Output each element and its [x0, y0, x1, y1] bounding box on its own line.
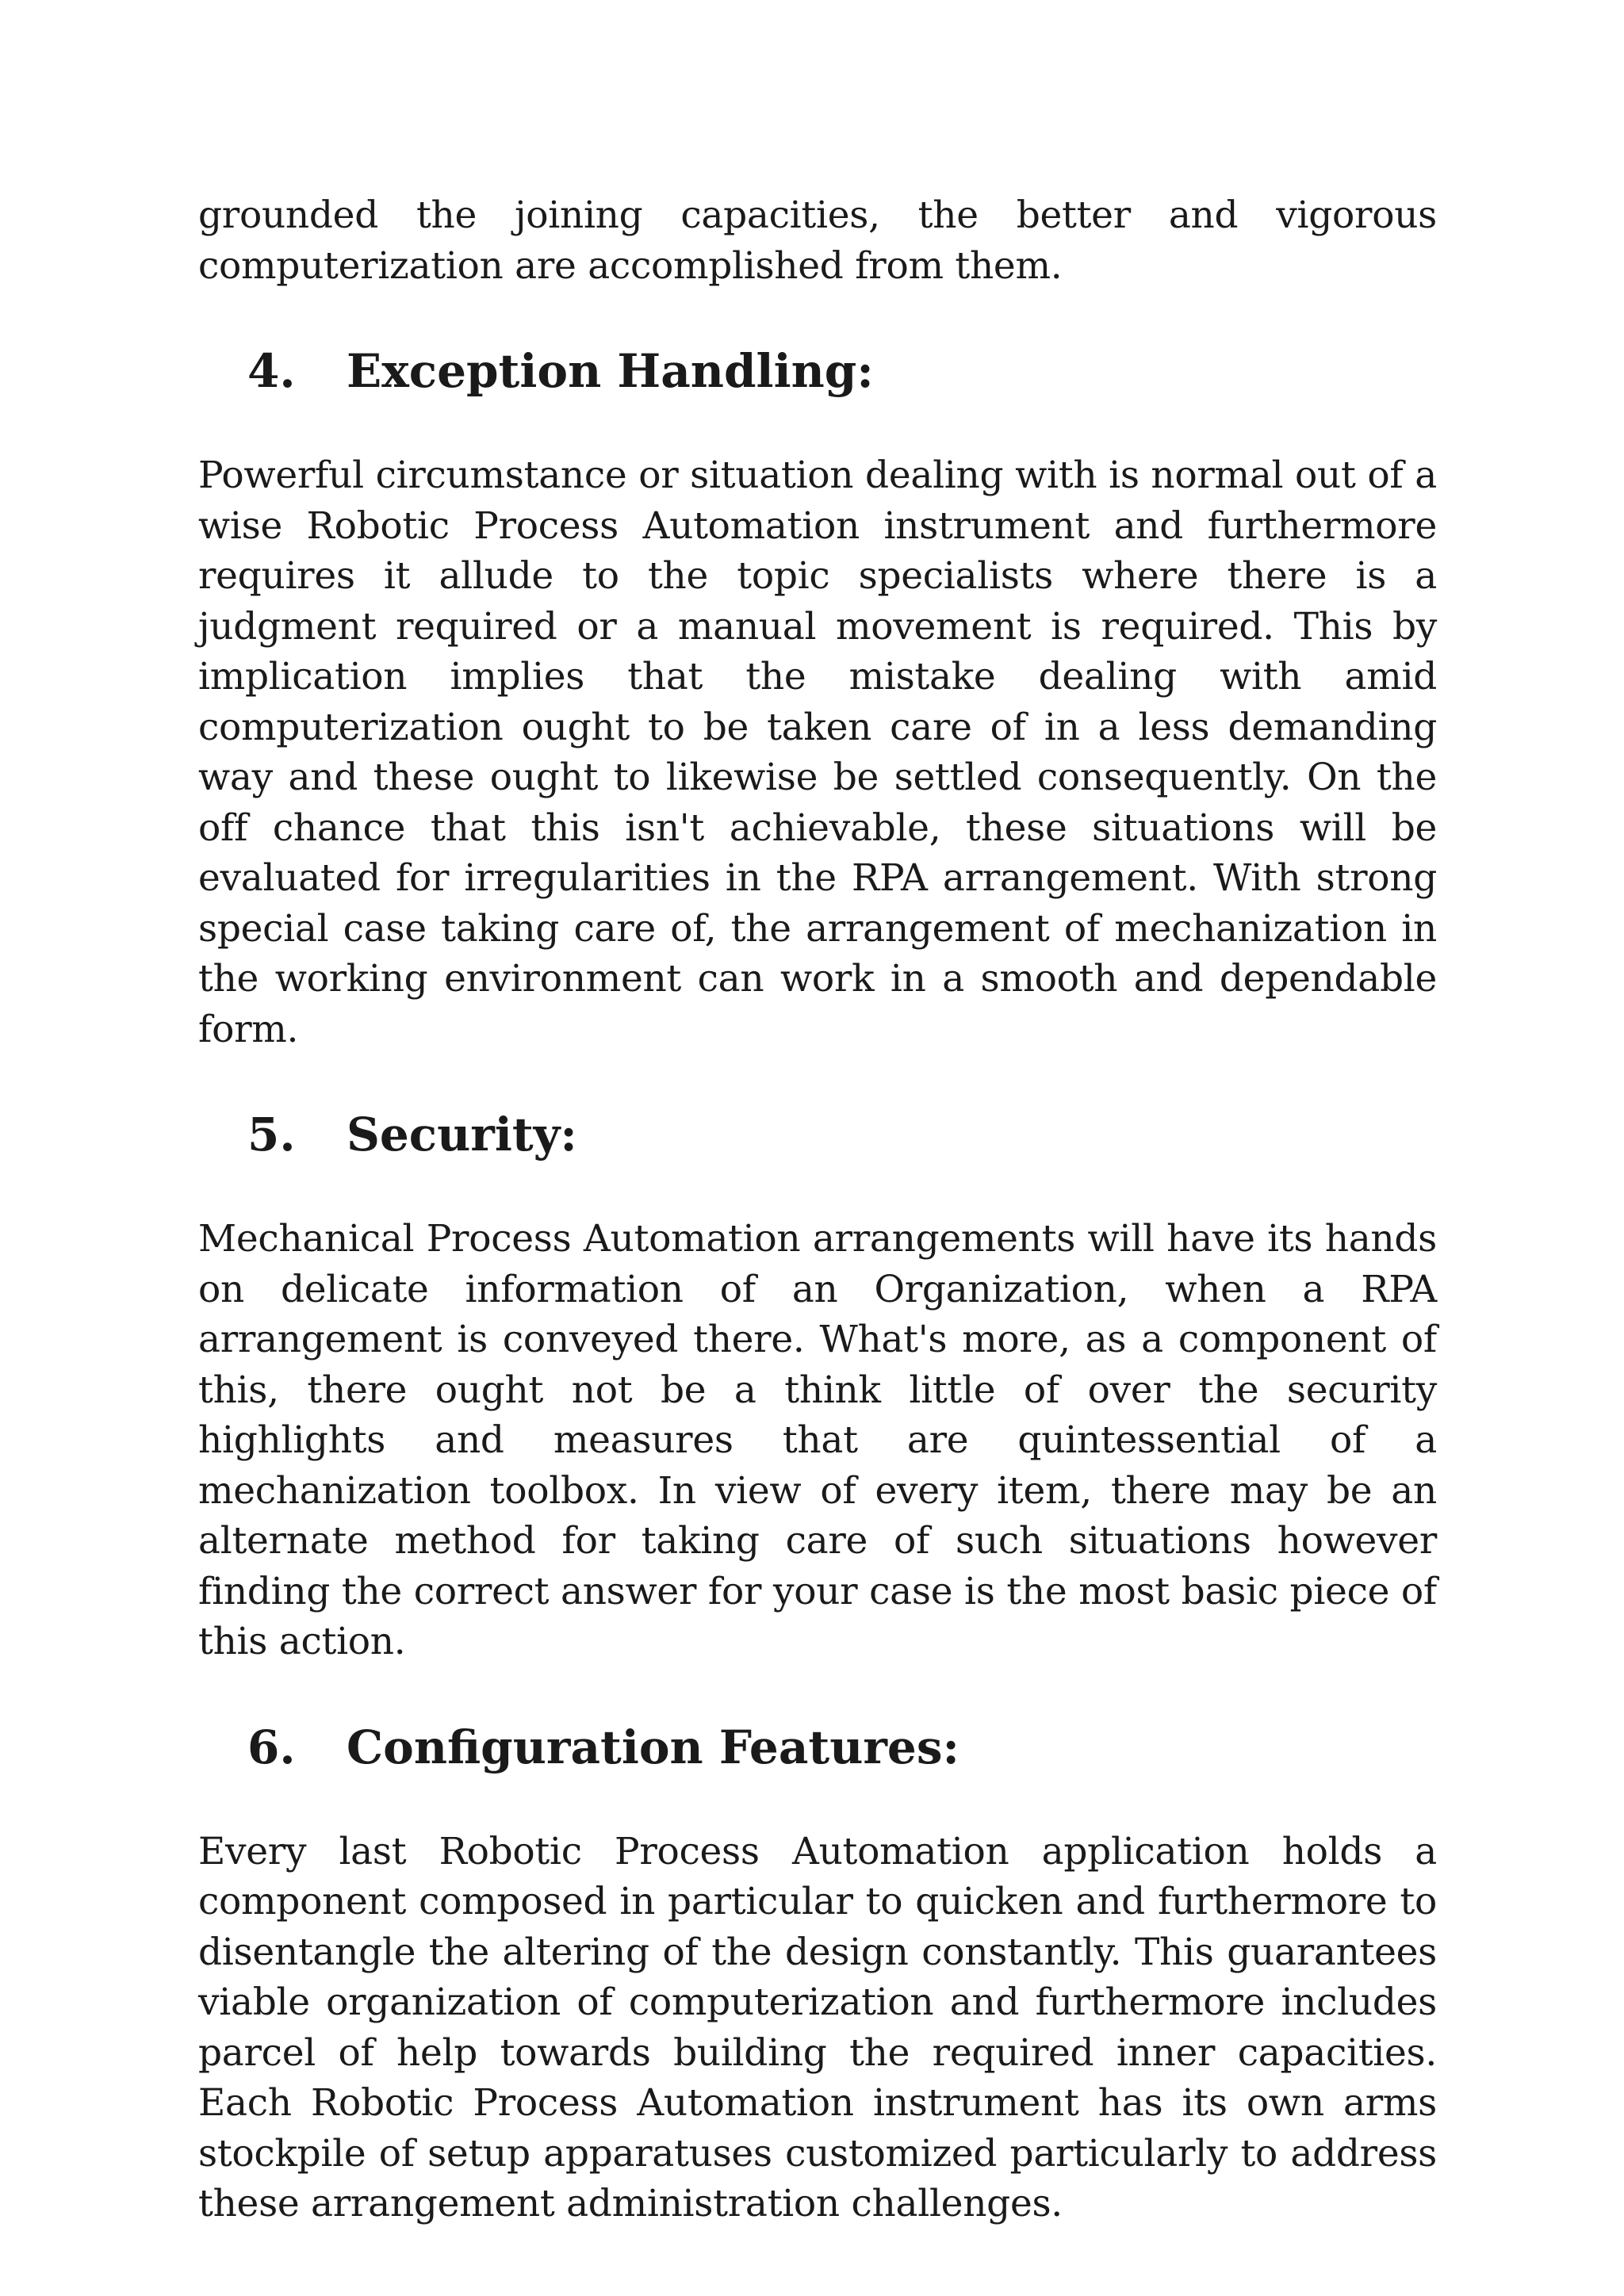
- section-heading-exception-handling: [198, 343, 1437, 399]
- section-body-configuration-features: Every last Robotic Process Automation application holds a component composed in particular to quicken and furthermore to disentangle the altering of the design constantly. This guarantees viable organization of computerization and furthermore includes parcel of help towards building the required inner capacities. Each Robotic Process Automation instrument has its own arms stockpile of setup apparatuses customized particularly to address these arrangement administration challenges.: [198, 1829, 1437, 2225]
- section-number: 4.: [247, 344, 296, 398]
- section-number: 6.: [247, 1720, 296, 1774]
- section-title: Security:: [347, 1108, 577, 1161]
- section-title: Configuration Features:: [347, 1720, 959, 1774]
- intro-paragraph: grounded the joining capacities, the better and vigorous computerization are accomplished from them.: [198, 193, 1437, 288]
- section-number: 5.: [247, 1108, 296, 1161]
- section-body-security: Mechanical Process Automation arrangements will have its hands on delicate information of an Organization, when a RPA arrangement is conveyed there. What's more, as a component of this, there ought not be a think little of over the security highlights and measures that are quintessential of a mechanization toolbox. In view of every item, there may be an alternate method for taking care of such situations however finding the correct answer for your case is the most basic piece of this action.: [198, 1217, 1437, 1663]
- section-heading-configuration-features: [198, 1720, 1437, 1775]
- document-page: [198, 190, 1437, 2229]
- section-heading-security: [198, 1107, 1437, 1162]
- section-body-exception-handling: Powerful circumstance or situation dealing with is normal out of a wise Robotic Process Automation instrument and furthermore requires it allude to the topic specialists where there is a judgment required or a manual movement is required. This by implication implies that the mistake dealing with amid computerization ought to be taken care of in a less demanding way and these ought to likewise be settled consequently. On the off chance that this isn't achievable, these situations will be evaluated for irregularities in the RPA arrangement. With strong special case taking care of, the arrangement of mechanization in the working environment can work in a smooth and dependable form.: [198, 453, 1437, 1051]
- section-title: Exception Handling:: [347, 344, 874, 398]
